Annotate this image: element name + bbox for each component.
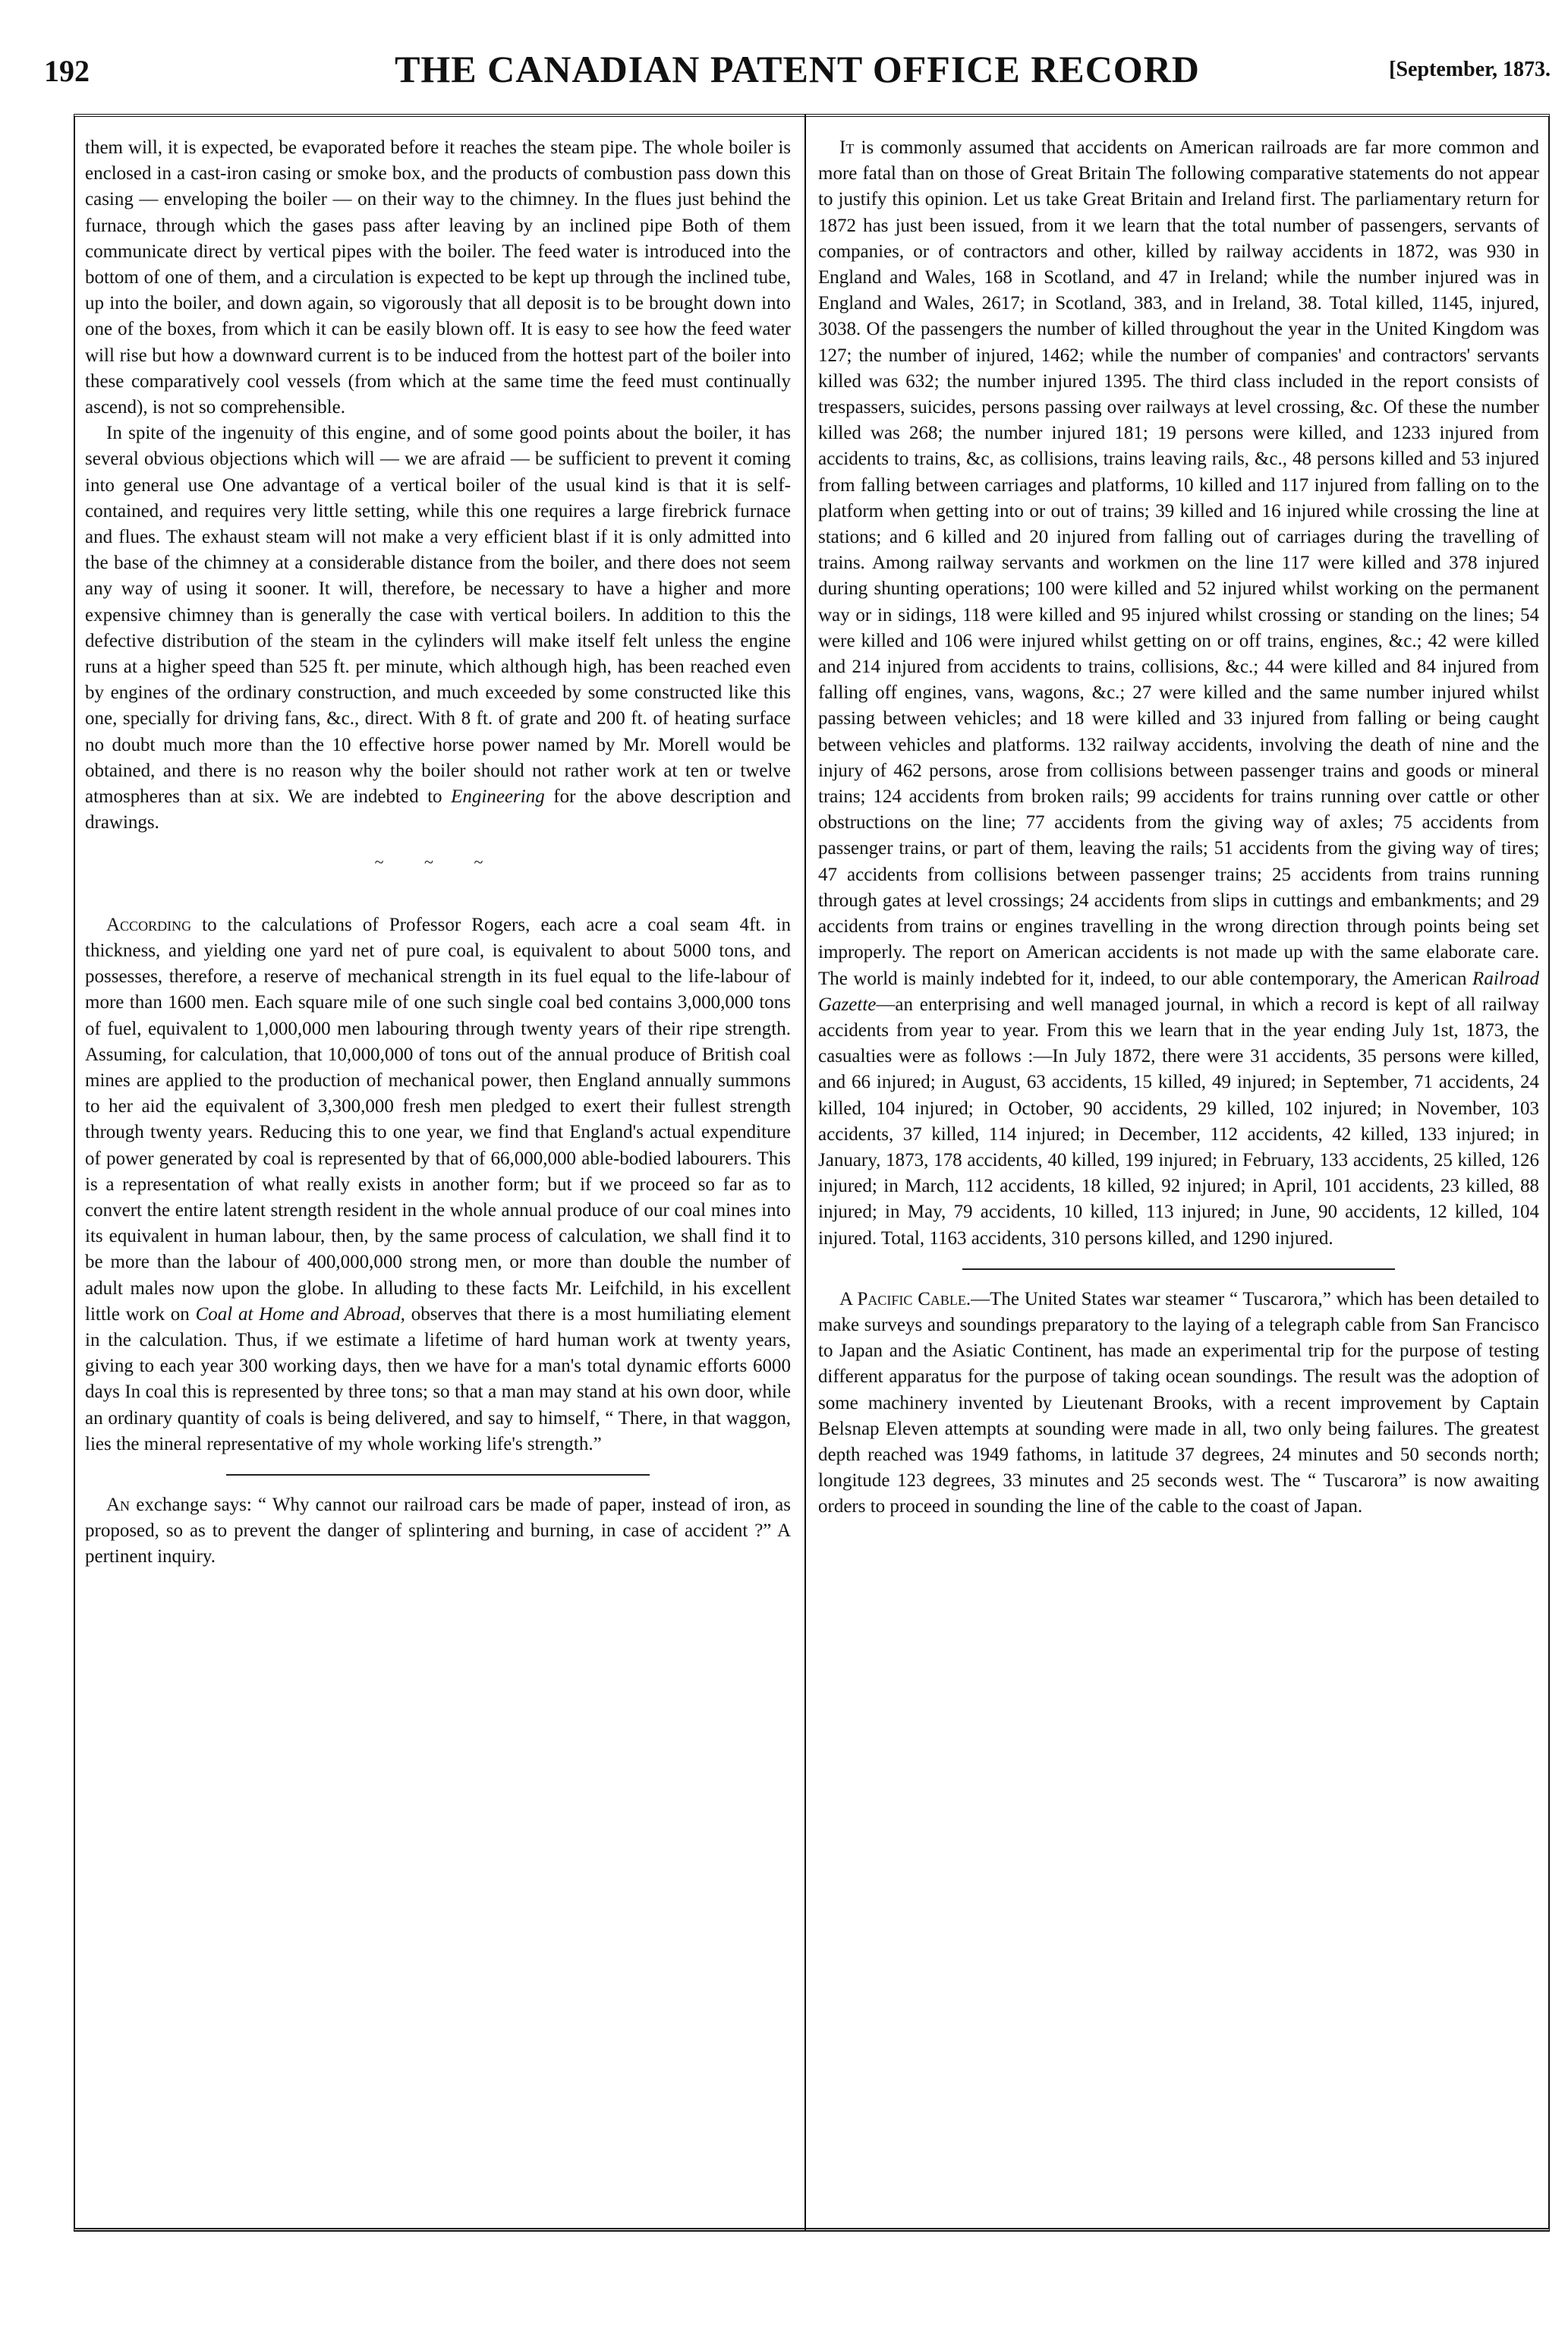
railway-article-paragraph xyxy=(818,135,1539,1252)
issue-date: [September, 1873. xyxy=(1389,58,1551,81)
right-column xyxy=(818,135,1539,1520)
cable-article-paragraph xyxy=(818,1287,1539,1520)
coal-article-lead: According xyxy=(106,914,192,935)
railroad-gazette-name: Railroad Gazette xyxy=(818,968,1540,1015)
railway-article-text: is commonly assumed that accidents on American railroads are far more common and more fatal than on those of Great Britain The following comparative statements do not appear to justify this opinion. Let us take Great Britain and Ireland first. The parliamentary return for 1872 has just been issued, from it we learn that the total number of passengers, servants of companies, or of contractors and other, killed by railway accidents in 1872, was 930 in England and Wales, 168 in Scotland, and 47 in Ireland; while the number injured was in England and Wales, 2617; in Scotland, 383, and in Ireland, 38. Total killed, 1145, injured, 3038. Of the passengers the number of killed throughout the year in the United Kingdom was 127; the number of injured, 1462; while the number of companies' and contractors' servants killed was 632; the number injured 1395. The third class included in the report consists of trespassers, suicides, persons passing over railways at level crossing, &c. Of these the number killed was 268; the number injured 181; 19 persons were killed, and 1233 injured from accidents to trains, &c, as collisions, trains leaving rails, &c., 48 persons killed and 53 injured from falling between carriages and platforms, 10 killed and 117 injured from falling on to the platform when getting into or out of trains; 39 killed and 16 injured while crossing the line at stations; and 6 killed and 20 injured from falling out of carriages during the travelling of trains. Among railway servants and workmen on the line 117 were killed and 378 injured during shunting operations; 100 were killed and 52 injured whilst working on the permanent way or in sidings, 118 were killed and 95 injured whilst crossing or standing on the lines; 54 were killed and 106 were injured whilst getting on or off trains, engines, &c.; 42 were killed and 214 injured from accidents to trains, collisions, &c.; 44 were killed and 84 injured from falling off engines, vans, wagons, &c.; 27 were killed and the same number injured whilst passing between vehicles; and 18 were killed and 33 injured from falling or being caught between vehicles and platforms. 132 railway accidents, involving the death of nine and the injury of 462 persons, arose from collisions between passenger trains and goods or mineral trains; 124 accidents from broken rails; 99 accidents for trains running over cattle or other obstructions on the line; 77 accidents from the giving way of axles; 75 accidents from passenger trains, or part of them, leaving the rails; 51 accidents from the giving way of tires; 47 accidents from collisions between passenger trains; 25 accidents from trains running through gates at level crossings; 24 accidents from slips in cuttings and embankments; and 29 accidents from trains or engines travelling in the wrong direction through points being set improperly. The report on American accidents is not made up with the same elaborate care. The world is mainly indebted for it, indeed, to our able contemporary, the American xyxy=(818,137,1539,989)
engine-article-paragraph xyxy=(85,421,791,836)
ornament-divider: ~ ~ ~ xyxy=(374,852,502,872)
railway-article-lead: It xyxy=(839,137,855,158)
engine-article-tail: for the above description and drawings. xyxy=(85,786,791,833)
column-divider xyxy=(804,114,806,2232)
exchange-lead: An xyxy=(106,1494,131,1515)
page-number: 192 xyxy=(44,54,90,88)
coal-article-paragraph xyxy=(85,912,791,1457)
book-title: Coal at Home and Abroad, xyxy=(195,1303,405,1325)
article-separator xyxy=(962,1268,1395,1270)
cable-article-text: —The United States war steamer “ Tuscarora,” which has been detailed to make surveys and soundings preparatory to the laying of a telegraph cable from San Francisco to Japan and the Asiatic Continent, has made an experimental trip for the purpose of testing different apparatus for the purpose of taking ocean soundings. The result was the adoption of some machinery invented by Lieutenant Brooks, with a recent improvement by Captain Belsnap Eleven attempts at sounding were made in all, two only being failures. The greatest depth reached was 1949 fathoms, in latitude 37 degrees, 24 minutes and 50 seconds north; longitude 123 degrees, 33 minutes and 25 seconds west. The “ Tuscarora” is now awaiting orders to proceed in sounding the line of the cable to the coast of Japan. xyxy=(818,1288,1539,1517)
article-separator xyxy=(226,1474,650,1476)
journal-title: THE CANADIAN PATENT OFFICE RECORD xyxy=(395,48,1200,90)
railway-article-text: —an enterprising and well managed journal, in which a record is kept of all railway accidents from year to year. From this we learn that in the year ending July 1st, 1873, the casualties were as follows :—In July 1872, there were 31 accidents, 35 persons were killed, and 66 injured; in August, 63 accidents, 15 killed, 49 injured; in September, 71 accidents, 24 killed, 104 injured; in October, 90 accidents, 29 killed, 102 injured; in November, 103 accidents, 37 killed, 114 injured; in December, 112 accidents, 42 killed, 133 injured; in January, 1873, 178 accidents, 40 killed, 199 injured; in February, 133 accidents, 25 killed, 126 injured; in March, 112 accidents, 18 killed, 92 injured; in April, 101 accidents, 23 killed, 88 injured; in May, 79 accidents, 10 killed, 113 injured; in June, 90 accidents, 12 killed, 104 injured. Total, 1163 accidents, 310 persons killed, and 1290 injured. xyxy=(818,994,1539,1249)
coal-article-text: observes that there is a most humiliating element in the calculation. Thus, if we estimate a lifetime of hard human work at twenty years, giving to each year 300 working days, then we have for a man's total dynamic efforts 6000 days In coal this is represented by three tons; so that a man may stand at his own door, while an ordinary quantity of coals is being delivered, and say to himself, “ There, in that waggon, lies the mineral representative of my whole working life's strength.” xyxy=(85,1303,791,1454)
engine-article-text: In spite of the ingenuity of this engine, and of some good points about the boiler, it has several obvious objections which will — we are afraid — be sufficient to prevent it coming into general use One advantage of a vertical boiler of the usual kind is that it is self-contained, and requires very little setting, while this one requires a large firebrick furnace and flues. The exhaust steam will not make a very efficient blast if it is only admitted into the base of the chimney at a considerable distance from the boiler, and there does not seem any way of using it sooner. It will, therefore, be necessary to have a higher and more expensive chimney than is generally the case with vertical boilers. In addition to this the defective distribution of the steam in the cylinders will make itself felt unless the engine runs at a higher speed than 525 ft. per minute, which although high, has been reached even by engines of the ordinary construction, and much exceeded by some constructed like this one, specially for driving fans, &c., direct. With 8 ft. of grate and 200 ft. of heating surface no doubt much more than the 10 effective horse power named by Mr. Morell would be obtained, and there is no reason why the boiler should not rather work at ten or twelve atmospheres than at six. We are indebted to xyxy=(85,423,791,808)
engine-article-paragraph: them will, it is expected, be evaporated before it reaches the steam pipe. The whole boiler is enclosed in a cast-iron casing or smoke box, and the products of combustion pass down this casing — enveloping the boiler — on their way to the chimney. In the flues just behind the furnace, through which the gases pass after leaving by an inclined pipe Both of them communicate direct by vertical pipes with the boiler. The feed water is introduced into the bottom of one of them, and a circulation is expected to be kept up through the inclined tube, up into the boiler, and down again, so vigorously that all deposit is to be brought down into one of the boxes, from which it can be easily blown off. It is easy to see how the feed water will rise but how a downward current is to be induced from the hottest part of the boiler into these comparatively cool vessels (from which at the same time the feed must continually ascend), is not so comprehensible. xyxy=(85,137,791,418)
left-column xyxy=(85,135,791,1571)
page-header xyxy=(44,47,1551,108)
source-journal-name: Engineering xyxy=(451,786,545,808)
exchange-paragraph xyxy=(85,1492,791,1571)
coal-article-text: to the calculations of Professor Rogers, each acre a coal seam 4ft. in thickness, and yielding one yard net of pure coal, is equivalent to about 5000 tons, and possesses, therefore, a reserve of mechanical strength in its fuel equal to the life-labour of more than 1600 men. Each square mile of one such single coal bed contains 3,000,000 tons of fuel, equivalent to 1,000,000 men labouring through twenty years of their ripe strength. Assuming, for calculation, that 10,000,000 of tons out of the annual produce of British coal mines are applied to the production of mechanical power, then England annually summons to her aid the equivalent of 3,300,000 fresh men pledged to exert their fullest strength through twenty years. Reducing this to one year, we find that England's actual expenditure of power generated by coal is represented by that of 66,000,000 able-bodied labourers. This is a representation of what really exists in another form; but if we proceed so far as to convert the entire latent strength resident in the whole annual produce of our coal mines into its equivalent in human labour, then, by the same process of calculation, we shall find it to be more than the labour of 400,000,000 strong men, or more than double the number of adult males now upon the globe. In alluding to these facts Mr. Leifchild, in his excellent little work on xyxy=(85,914,792,1325)
cable-article-heading: A Pacific Cable. xyxy=(839,1288,971,1309)
exchange-text: exchange says: “ Why cannot our railroad cars be made of paper, instead of iron, as proposed, so as to prevent the danger of splintering and burning, in case of accident ?” A pertinent inquiry. xyxy=(85,1494,792,1567)
